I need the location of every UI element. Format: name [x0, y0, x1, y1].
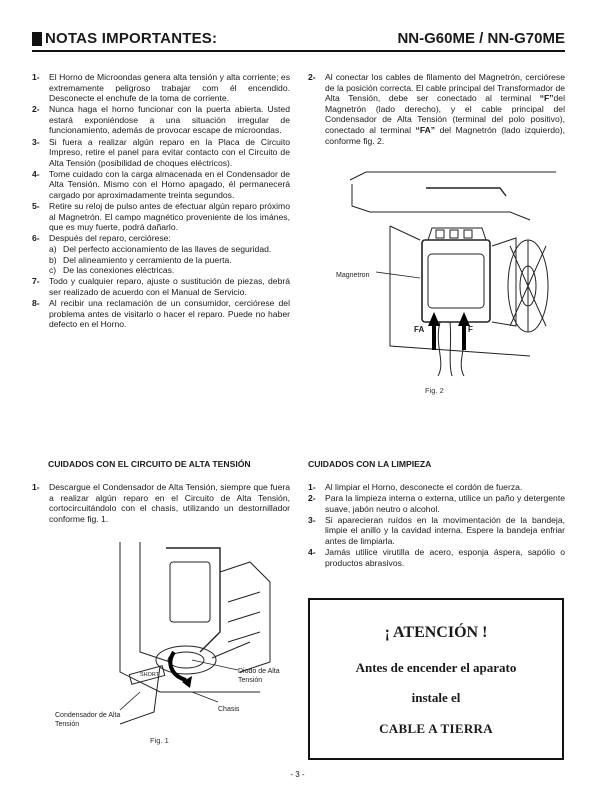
- list-item: 2- Al conectar los cables de filamento del Magnetrón, cerciórese de la posición correcta. El cable principal del Transformador de Alta Tensión, debe ser conectado al terminal “F”del Magnetrón (lado derecho), y el cable principal del Condensador de Alta Tensión (terminal del polo positivo), conectado al terminal “FA” del Magnetrón (lado izquierdo), conforme fig. 2.: [308, 72, 566, 146]
- chassis-label: Chasis: [218, 706, 240, 713]
- warning-line: Antes de encender el aparato: [355, 660, 517, 675]
- warning-line: CABLE A TIERRA: [379, 721, 493, 736]
- figure-1-caption: Fig. 1: [150, 736, 169, 745]
- magnetron-note: [308, 72, 565, 147]
- page-title: NOTAS IMPORTANTES:: [45, 30, 218, 47]
- header-block-mark: [32, 32, 42, 46]
- fa-terminal-label: FA: [414, 325, 425, 334]
- list-item: 6- Después del reparo, cerciórese: a) Del perfecto accionamiento de las llaves de seguridad. b) Del alineamiento y cerramiento de la puerta. c) De las conexiones eléctricas.: [32, 233, 290, 275]
- list-item: 3- Si aparecieran ruídos en la movimentación de la bandeja, limpie el anillo y la cavidad interna. Espere la bandeja enfriar antes de limpiarla.: [308, 514, 565, 546]
- list-item: 2- Para la limpieza interna o externa, utilice un paño y detergente suave, jabón neutro o alcohol.: [308, 493, 565, 514]
- list-item: 2- Nunca haga el horno funcionar con la puerta abierta. Usted estará exponiéndose a una situación irregular de funcionamiento, además de provocar escape de microondas.: [32, 104, 290, 136]
- list-item: 1- El Horno de Microondas genera alta tensión y alta corriente; es extremamente peligroso trabajar com él encendido. Desconecte el enchufe de la toma de corriente.: [32, 72, 290, 104]
- hv-section-title: CUIDADOS CON EL CIRCUITO DE ALTA TENSIÓN: [48, 459, 251, 469]
- hv-care-list: [32, 482, 290, 525]
- sub-item: c) De las conexiones eléctricas.: [49, 265, 175, 276]
- figure-2-caption: Fig. 2: [425, 386, 444, 395]
- list-item: 5- Retire su reloj de pulso antes de efectuar algún reparo próximo al Magnetrón. El campo magnético proveniente de los imánes, que es muy fuerte, podrá dañarlo.: [32, 201, 290, 233]
- list-item: 7- Todo y cualquier reparo, ajuste o sustitución de piezas, debrá ser realizado de acuerdo con el Manual de Servicio.: [32, 276, 290, 297]
- sub-item: b) Del alineamiento y cerramiento de la puerta.: [49, 254, 232, 265]
- list-item: 1- Descargue el Condensador de Alta Tensión, siempre que fuera a realizar algún reparo en el Circuito de Alta Tensión, cortocircuitándolo con el chasis, utilizando un destornillador conforme fig. 1.: [32, 482, 290, 524]
- sub-list: [49, 244, 290, 276]
- list-item: 4- Tome cuidado con la carga almacenada en el Condensador de Alta Tensión. Mismo con el Horno apagado, él permanecerá cargado por aproximadamente treinta segundos.: [32, 168, 290, 201]
- cleaning-section-title: CUIDADOS CON LA LIMPIEZA: [308, 459, 432, 469]
- page-header: [32, 30, 565, 52]
- figure-2-magnetron: [330, 166, 556, 378]
- important-notes-list: [32, 72, 290, 330]
- warning-title: ¡ ATENCIÓN !: [384, 624, 488, 641]
- diode-label: Diodo de Alta Tensión: [238, 668, 280, 684]
- magnetron-label: Magnetron: [336, 272, 370, 279]
- capacitor-label: Condensador de Alta Tensión: [55, 712, 121, 728]
- warning-line: instale el: [411, 690, 461, 705]
- f-terminal-label: F: [468, 325, 473, 334]
- model-number: NN-G60ME / NN-G70ME: [397, 30, 565, 47]
- capacitor-illustration: [100, 542, 280, 726]
- list-item: 4- Jamás utilice virutilla de acero, esponja áspera, sapólio o productos abrasivos.: [308, 547, 565, 568]
- list-item: 1- Al limpiar el Horno, desconecte el cordón de fuerza.: [308, 482, 523, 492]
- figure-1-capacitor-discharge: [100, 542, 280, 726]
- cleaning-list: [308, 482, 565, 569]
- page-number: - 3 -: [290, 770, 305, 779]
- ground-cable-warning-box: [308, 598, 564, 760]
- sub-item: a) Del perfecto accionamiento de las llaves de seguridad.: [49, 244, 272, 254]
- list-item: 8- Al recibir una reclamación de un consumidor, cerciórese del problema antes de visitarlo o hacer el reparo. Puede no haber defecto en el Horno.: [32, 297, 290, 330]
- list-item: 3- Si fuera a realizar algún reparo en la Placa de Circuito Impreso, retire el panel para evitar contacto con el Circuito de Alta Tensión (posibilidad de choques eléctricos).: [32, 136, 290, 168]
- short-label: SHORT: [140, 672, 160, 678]
